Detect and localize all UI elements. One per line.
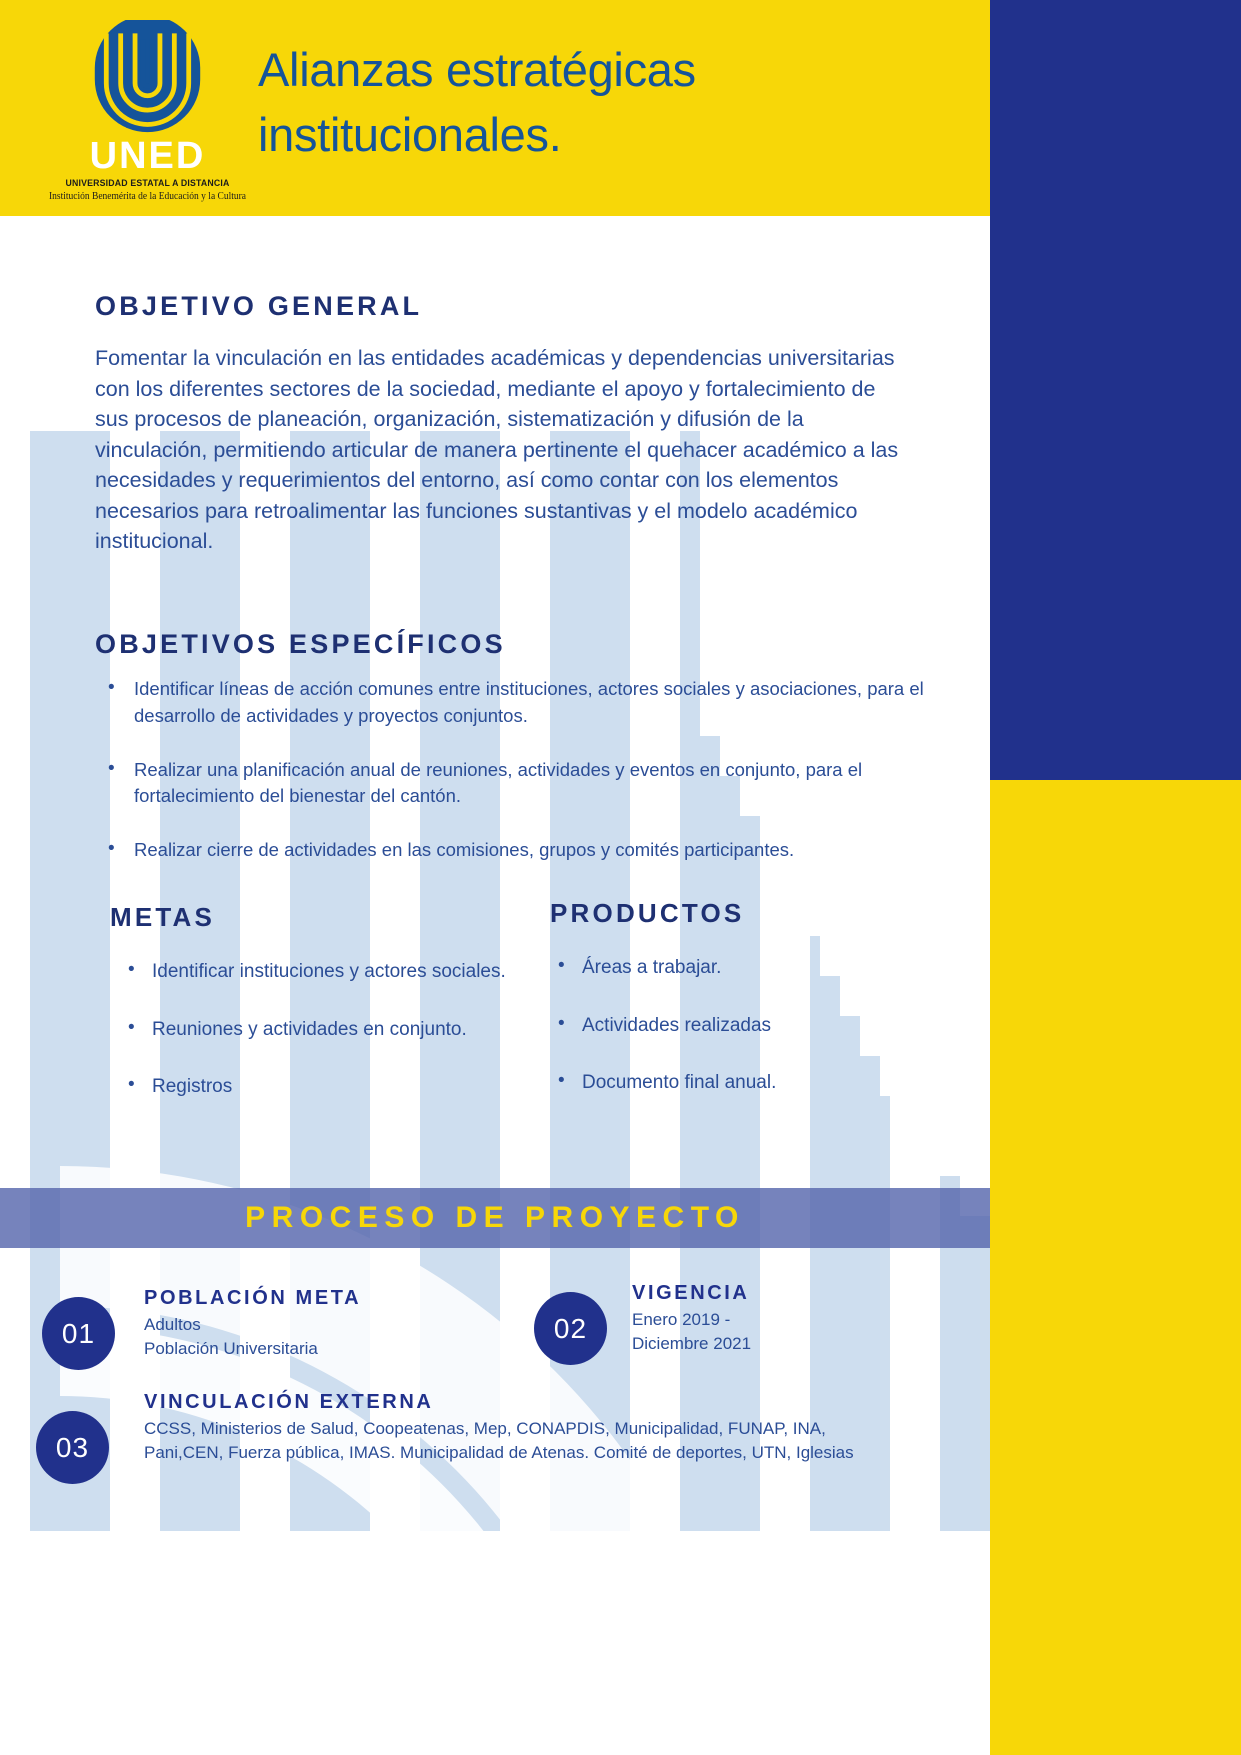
step-number-badge: 01: [42, 1297, 115, 1370]
step-body-line1: Enero 2019 -: [632, 1310, 731, 1329]
step-body-line2: Población Universitaria: [144, 1339, 318, 1359]
page-title-line2: institucionales.: [258, 107, 562, 161]
header: [0, 0, 990, 216]
step-body-line1: Adultos: [144, 1315, 201, 1334]
list-item: • Actividades realizadas: [550, 1012, 930, 1040]
list-item: • Identificar instituciones y actores sociales.: [120, 958, 520, 986]
right-bar-yellow: [990, 780, 1241, 1755]
step-title: VIGENCIA: [632, 1282, 750, 1304]
list-item: • Realizar una planificación anual de reuniones, actividades y eventos en conjunto, para el fortalecimiento del bienestar del cantón.: [100, 757, 930, 811]
step-body: [144, 1417, 1024, 1465]
proceso-banner-label: PROCESO DE PROYECTO: [245, 1201, 745, 1234]
step-title: VINCULACIÓN EXTERNA: [144, 1391, 434, 1413]
uned-logo-acronym: UNED: [89, 135, 206, 177]
step-title: POBLACIÓN META: [144, 1287, 362, 1309]
list-item: • Identificar líneas de acción comunes entre instituciones, actores sociales y asociaciones, para el desarrollo de actividades y proyectos conjuntos.: [100, 676, 930, 730]
metas-list: [120, 958, 520, 1131]
step-body: [632, 1308, 972, 1356]
list-item: • Documento final anual.: [550, 1069, 930, 1097]
proceso-banner: [0, 1188, 990, 1248]
uned-logo-icon: [90, 20, 205, 135]
uned-logo-line2: Institución Benemérita de la Educación y la Cultura: [48, 191, 247, 202]
page-title-line1: Alianzas estratégicas: [258, 43, 696, 96]
page-title: [258, 38, 958, 168]
step-body-line1: CCSS, Ministerios de Salud, Coopeatenas, Mep, CONAPDIS, Municipalidad, FUNAP, INA,: [144, 1419, 826, 1438]
step-number-badge: 03: [36, 1411, 109, 1484]
heading-metas: METAS: [110, 902, 216, 932]
productos-list: [550, 954, 930, 1127]
heading-productos: PRODUCTOS: [550, 898, 745, 928]
list-item: • Áreas a trabajar.: [550, 954, 930, 982]
list-item: • Registros: [120, 1073, 520, 1101]
step-body-line2: Pani,CEN, Fuerza pública, IMAS. Municipalidad de Atenas. Comité de deportes, UTN, Iglesias: [144, 1443, 854, 1463]
heading-objetivos-especificos: OBJETIVOS ESPECÍFICOS: [95, 629, 506, 659]
right-bar-blue: [990, 0, 1241, 780]
heading-objetivo-general: OBJETIVO GENERAL: [95, 291, 423, 321]
list-item: • Realizar cierre de actividades en las comisiones, grupos y comités participantes.: [100, 837, 930, 864]
step-body: [144, 1313, 544, 1361]
uned-logo: [40, 20, 255, 205]
objetivos-especificos-list: [100, 676, 930, 891]
step-body-line2: Diciembre 2021: [632, 1334, 752, 1354]
objetivo-general-text: Fomentar la vinculación en las entidades académicas y dependencias universitarias con los diferentes sectores de la sociedad, mediante el apoyo y fortalecimiento de sus procesos de planeación, organización, sistematización y difusión de la vinculación, permitiendo articular de manera pertinente el quehacer académico a las necesidades y requerimientos del entorno, así como contar con los elementos necesarios para retroalimentar las funciones sustantivas y el modelo académico institucional.: [95, 346, 899, 554]
list-item: • Reuniones y actividades en conjunto.: [120, 1016, 520, 1044]
step-number-badge: 02: [534, 1292, 607, 1365]
uned-logo-line1: UNIVERSIDAD ESTATAL A DISTANCIA: [65, 178, 230, 189]
